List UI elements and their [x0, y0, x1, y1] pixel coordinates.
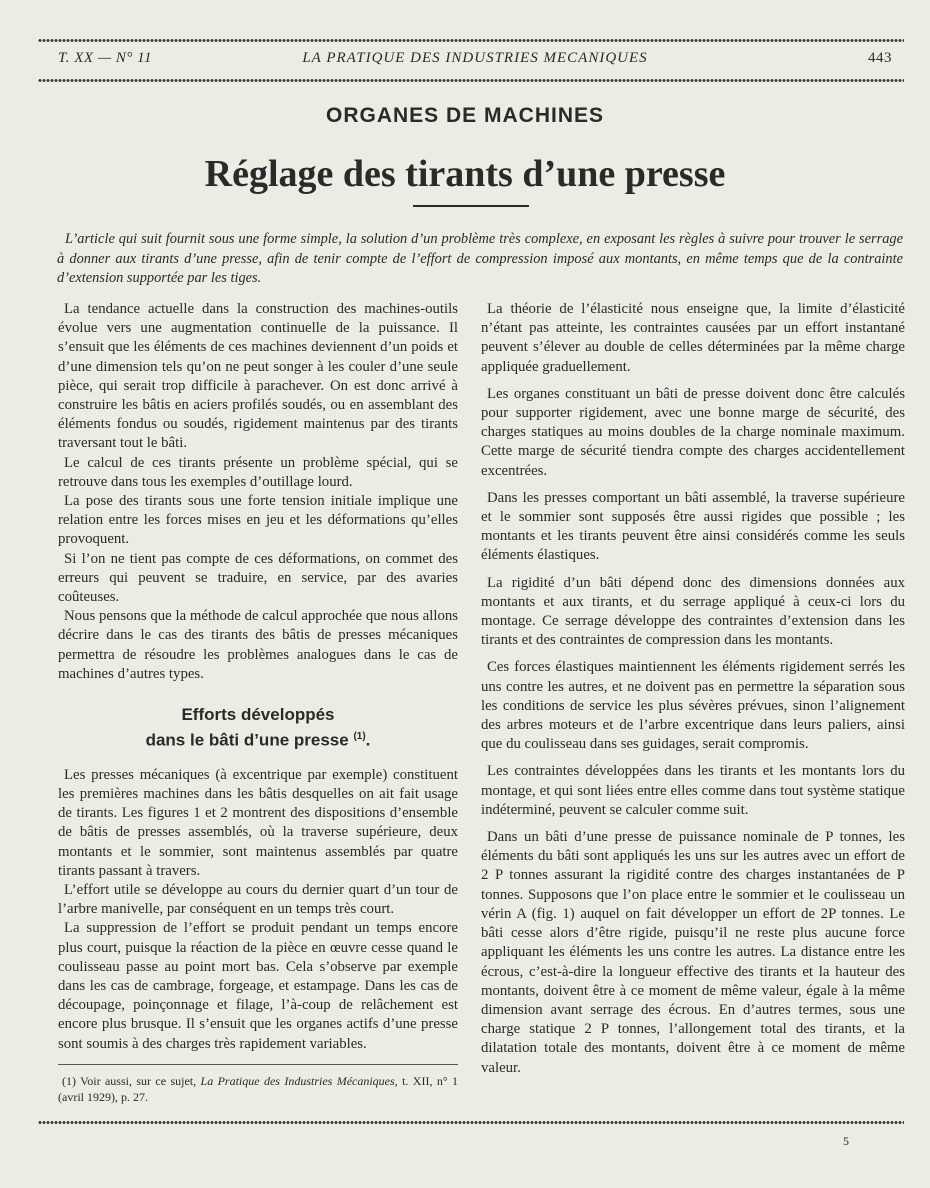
page-number-footer: 5	[843, 1134, 849, 1148]
paragraph: Nous pensons que la méthode de calcul approchée que nous allons décrire dans le cas des tirants des bâtis de presses mécaniques permettra de résoudre les problèmes analogues dans le cas de machines d’autres types.	[58, 608, 458, 682]
subheading: Efforts développés dans le bâti d’une presse $^{(1)}$.	[58, 704, 458, 752]
footnote-suffix: t. XII, n° 1 (avril 1929), p. 27.	[58, 1073, 459, 1104]
footnote	[58, 1073, 458, 1105]
article-title: Réglage des tirants d’une presse	[204, 153, 726, 195]
section-heading: ORGANES DE MACHINES	[325, 104, 605, 127]
running-header	[58, 50, 892, 72]
bottom-dotted-rule	[38, 1120, 904, 1125]
paragraph: La tendance actuelle dans la construction des machines-outils évolue vers une augmentation continuelle de la puissance. Il s’ensuit que les éléments de ces machines deviennent d’un poids et d’une dimension tels qu’on ne peut songer à les couler d’une seule pièce, qui serait trop difficile à parachever. On est donc arrivé à construire les bâtis en aciers profilés soudés, ou en assemblant des éléments fondus ou soudés, rigidement maintenus par des tirants traversant tout le bâti.	[58, 301, 458, 452]
paragraph: La pose des tirants sous une forte tension initiale implique une relation entre les forces mises en jeu et les déformations qu’elles provoquent.	[58, 493, 458, 548]
subheading-line-1: Efforts développés	[181, 705, 335, 725]
paragraph: Les contraintes développées dans les tirants et les montants lors du montage, et qui sont liées entre elles comme dans tout système statique indéterminé, peuvent se calculer comme suit.	[481, 763, 905, 818]
page-number-header: 443	[868, 50, 892, 66]
paragraph: Si l’on ne tient pas compte de ces déformations, on commet des erreurs qui peuvent se traduire, en service, par des avaries coûteuses.	[58, 550, 458, 606]
top-dotted-rule	[38, 38, 904, 43]
footnote-rule	[58, 1064, 458, 1065]
paragraph: Le calcul de ces tirants présente un problème spécial, qui se retrouve dans tous les exemples d’outillage lourd.	[58, 454, 458, 490]
paragraph: Les organes constituant un bâti de presse doivent donc être calculés pour supporter rigidement, avec une bonne marge de sécurité, des charges statiques au moins doubles de la charge nominale maximum. Cette marge de sécurité tiendra compte des charges accidentellement excentrées.	[481, 385, 905, 479]
header-dotted-rule	[38, 78, 904, 83]
volume-issue: T. XX — N° 11	[58, 50, 153, 66]
left-column	[58, 300, 458, 1105]
paragraph: Les presses mécaniques (à excentrique par exemple) constituent les premières machines dans les bâtis desquelles on ait fait usage de tirants. Les figures 1 et 2 montrent des dispositions d’ensemble de bâtis de presses assemblés, où la traverse supérieure, deux montants et le sommier, sont maintenus assemblés par quatre tirants passant à travers.	[58, 766, 458, 879]
journal-title: LA PRATIQUE DES INDUSTRIES MECANIQUES	[302, 50, 648, 66]
footnote-journal: La Pratique des Industries Mécaniques,	[200, 1073, 398, 1088]
paragraph: Dans un bâti d’une presse de puissance nominale de P tonnes, les éléments du bâti sont appliqués les uns sur les autres avec un effort de 2 P tonnes assurant la rigidité contre des charges instantanées de P tonnes. Supposons que l’on place entre le sommier et le coulisseau un vérin A (fig. 1) auquel on fait développer un effort de 2P tonnes. Le bâti cesse alors d’être rigide, puisqu’il ne reste plus aucune force appliquant les éléments les uns contre les autres. La distance entre les écrous, c’est-à-dire la longueur effective des tirants et la hauteur des montants, doivent être à ce moment de même valeur, égale à la même dimension avant serrage des écrous. En d’autres termes, sous une charge statique 2 P tonnes, l’allongement total des tirants, et la dilatation totale des montants, doivent être à ce moment de même valeur.	[481, 829, 905, 1076]
paragraph: Ces forces élastiques maintiennent les éléments rigidement serrés les uns contre les autres, et ne doivent pas en permettre la séparation sous les conditions de service les plus sévères prévues, sinon l’alignement des arbres moteurs et de l’arbre excentrique dans leurs paliers, ainsi que du coulisseau dans ses guidages, serait compromis.	[481, 659, 905, 753]
paragraph: La rigidité d’un bâti dépend donc des dimensions données aux montants et aux tirants, et du serrage appliqué à ceux-ci lors du montage. Ce serrage développe des contraintes d’extension dans les tirants et des contraintes de compression dans les montants.	[481, 574, 905, 649]
footnote-ref[interactable]: (1)	[353, 731, 366, 743]
article-intro: L’article qui suit fournit sous une forme simple, la solution d’un problème très complexe, en exposant les règles à suivre pour trouver le serrage à donner aux tirants d’une presse, afin de tenir compte de l’effort de compression imposé aux montants, en même temps que de la contrainte d’extension supportée par les tiges.	[57, 231, 903, 286]
paragraph: La théorie de l’élasticité nous enseigne que, la limite d’élasticité n’étant pas atteinte, les contraintes causées par un effort instantané peuvent s’élever au double de celles déterminées par la même charge appliquée graduellement.	[481, 301, 905, 375]
title-rule	[413, 205, 529, 207]
paragraph: Dans les presses comportant un bâti assemblé, la traverse supérieure et le sommier sont supposés être aussi rigides que possible ; les montants et les tirants peuvent être ainsi considérés comme les seuls éléments élastiques.	[481, 489, 905, 564]
paragraph: La suppression de l’effort se produit pendant un temps encore plus court, puisque la réaction de la pièce en œuvre cesse quand le coulisseau passe au point mort bas. Cela s’observe par exemple dans les cas de cambrage, forgeage, et estampage. Dans les cas de découpage, poinçonnage et filage, l’à-coup de relâchement est encore plus brusque. Il s’ensuit que les organes actifs d’une presse sont soumis à des charges très rapidement variables.	[58, 920, 458, 1052]
footnote-prefix: (1) Voir aussi, sur ce sujet,	[62, 1073, 197, 1088]
right-column	[481, 300, 905, 1086]
subheading-line-2: dans le bâti d’une presse	[145, 730, 349, 750]
paragraph: L’effort utile se développe au cours du dernier quart d’un tour de l’arbre manivelle, par conséquent en un temps très court.	[58, 881, 458, 918]
